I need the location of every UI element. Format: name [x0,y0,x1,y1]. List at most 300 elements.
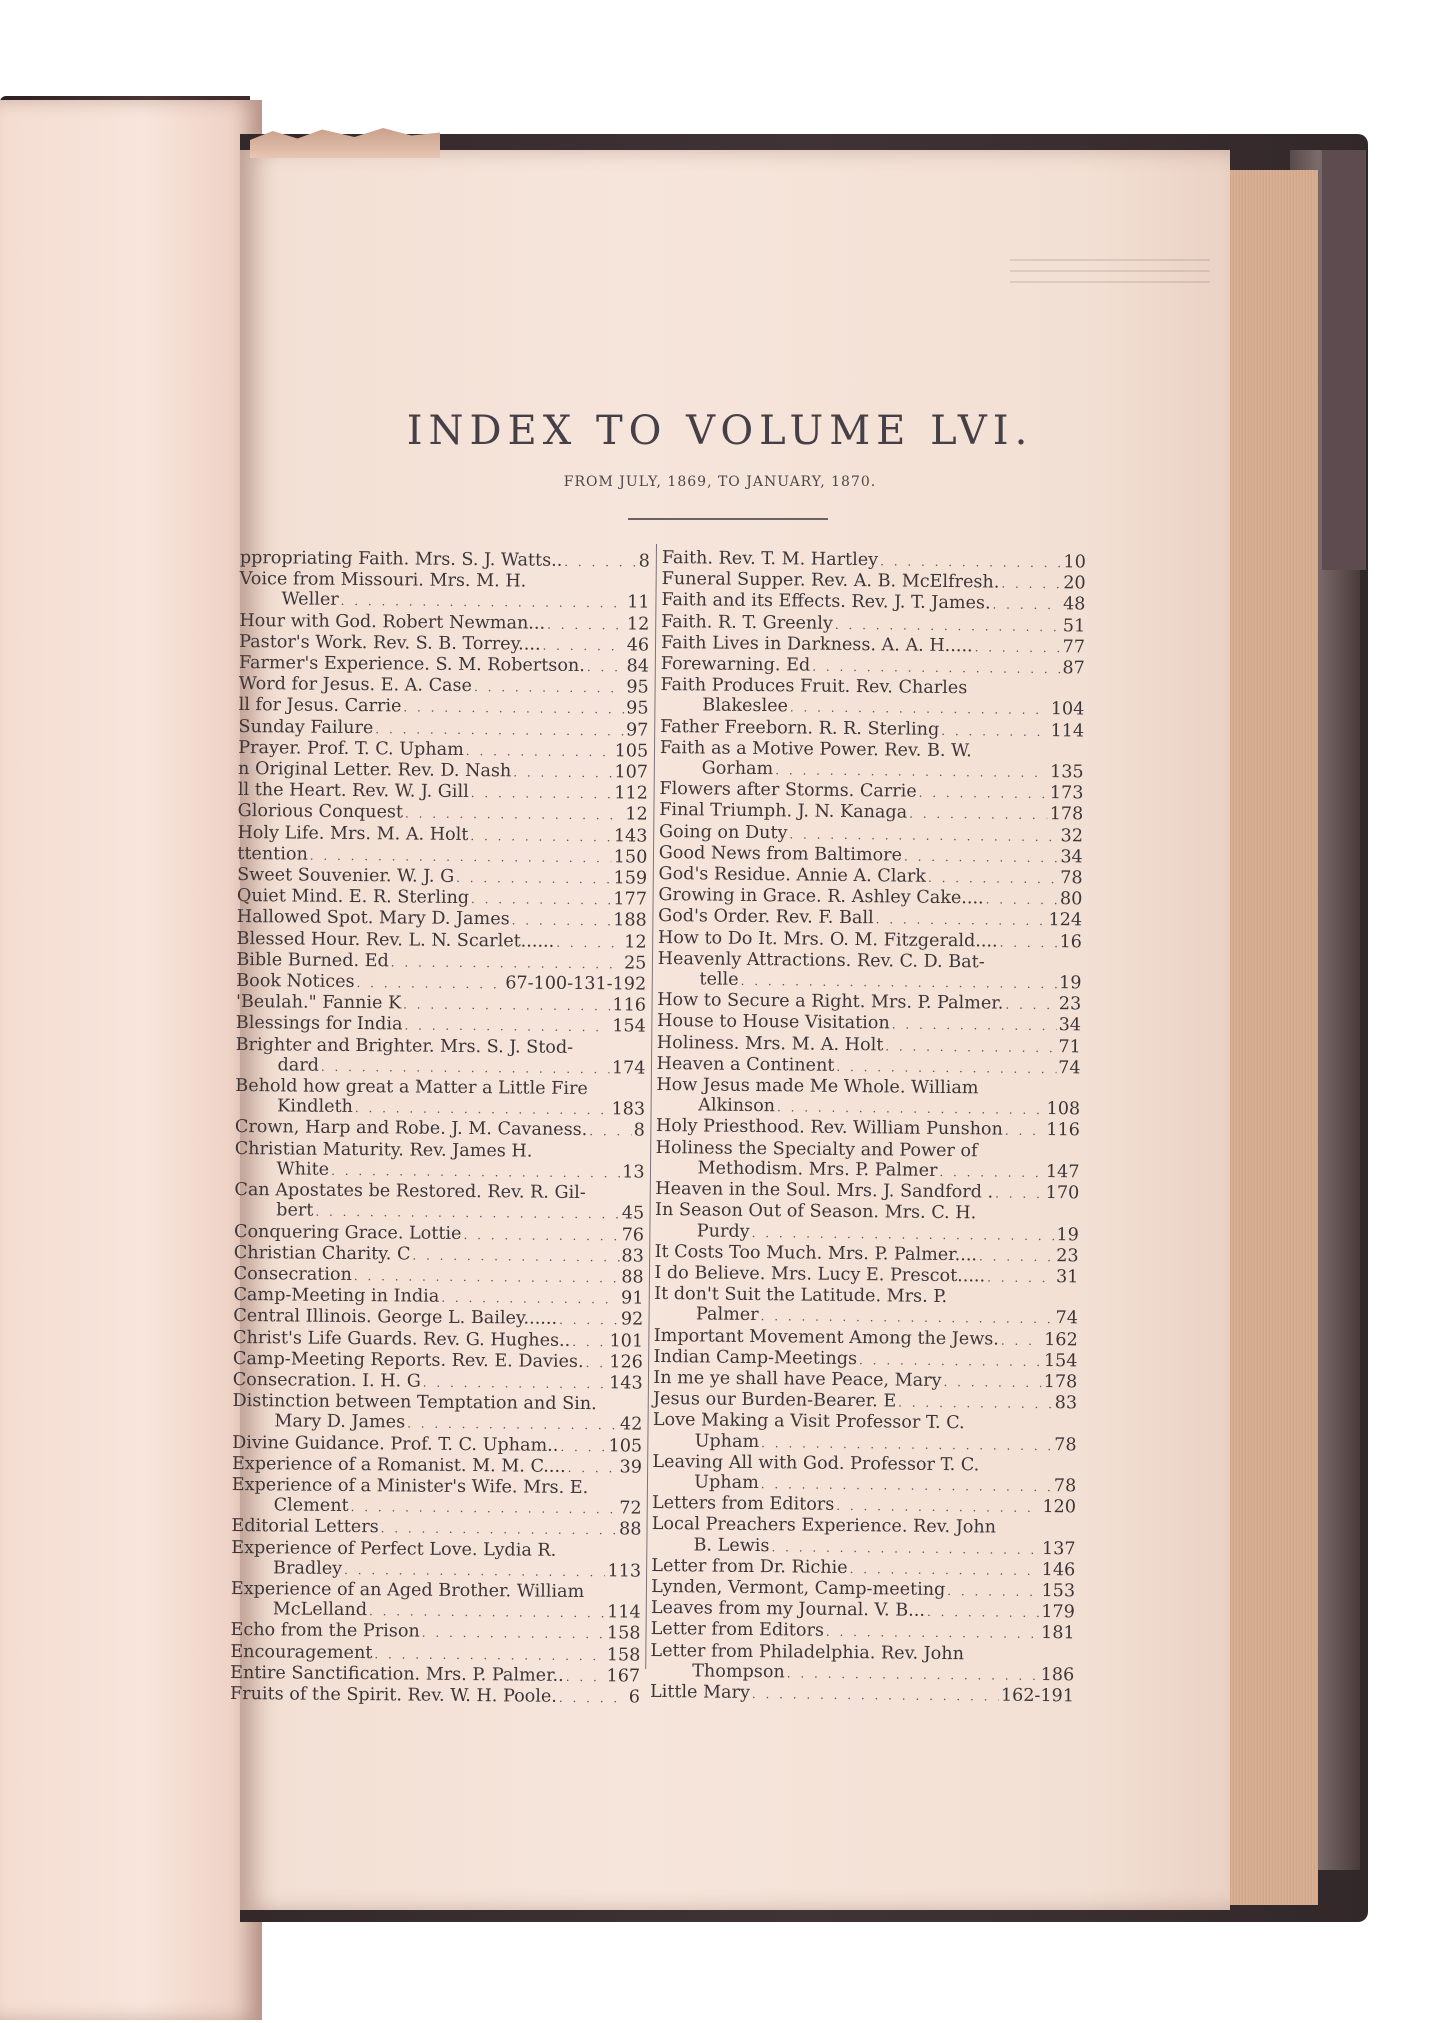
index-entry-page: 83 [1054,1393,1078,1414]
index-entry-page: 83 [621,1246,644,1267]
index-entry-page: 159 [613,868,648,889]
index-entry-title: Good News from Baltimore [658,842,903,866]
index-entry-text: Leaving All with God. Professor T. C. [652,1451,980,1476]
dot-leader [826,1622,1039,1644]
index-entry-title: Gorham [701,758,774,780]
index-entry-text: Heavenly Attractions. Rev. C. D. Bat- [657,948,985,973]
dot-leader [876,910,1047,932]
dot-leader [789,824,1058,847]
dot-leader [880,551,1062,573]
dot-leader [987,1267,1054,1288]
index-entry-page: 23 [1058,994,1082,1015]
index-entry-page: 8 [638,551,650,572]
dot-leader [939,1162,1044,1183]
dot-leader [859,1350,1042,1372]
index-entry-text: Can Apostates be Restored. Rev. R. Gil- [234,1180,586,1204]
index-entry-title: Editorial Letters [231,1516,379,1538]
index-entry-page: 78 [1054,1434,1077,1455]
index-entry-page: 19 [1058,973,1082,994]
dot-leader [943,1372,1041,1393]
dot-leader [441,1288,619,1310]
index-entry-page: 150 [613,847,648,868]
index-entry-page: 101 [609,1330,644,1352]
index-entry-title: It Costs Too Much. Mrs. P. Palmer.... [654,1241,978,1266]
dot-leader [466,741,613,762]
dot-leader [471,889,611,910]
index-entry-page: 181 [1040,1623,1075,1644]
index-entry-title: Going on Duty [658,821,788,843]
index-entry-page: 107 [614,762,649,783]
index-entry-page: 124 [1048,910,1083,931]
index-entry [653,1410,1077,1456]
dot-leader [321,1057,610,1080]
index-entry-page: 143 [609,1373,643,1394]
page-edges [1220,170,1318,1905]
index-entry-title: Upham [694,1430,760,1452]
index-entry-page: 158 [606,1623,641,1644]
index-entry-title: 'Beulah." Fannie K [235,992,402,1014]
dot-leader [771,1537,1040,1560]
dot-leader [836,1057,1056,1080]
index-entry-page: 67-100-131-192 [505,973,647,995]
index-entry-page: 162 [1044,1329,1078,1350]
index-entry-text: Holiness the Specialty and Power of [655,1137,978,1162]
index-entry-title: Clement [273,1495,349,1517]
index-entry-title: Central Illinois. George L. Bailey...... [233,1306,558,1330]
dot-leader [356,973,503,994]
index-entry-page: 174 [611,1058,646,1079]
index-entry-page: 108 [1046,1099,1081,1120]
index-entry-title: Hour with God. Robert Newman... [239,610,546,634]
title-rule [628,518,828,520]
dot-leader [1001,1330,1042,1351]
index-entry [239,569,649,614]
index-entry-page: 25 [623,953,647,974]
dot-leader [403,995,610,1017]
index-entry-title: Jesus our Burden-Bearer. E [652,1389,897,1412]
dot-leader [310,845,612,868]
index-entry-title: n Original Letter. Rev. D. Nash [237,759,512,782]
dot-leader [1005,1121,1045,1142]
dot-leader [761,1433,1052,1456]
index-entry-page: 71 [1058,1036,1081,1058]
index-entry [652,1452,1076,1498]
index-entry-title: ppropriating Faith. Mrs. S. J. Watts.. [239,548,563,571]
dot-leader [542,635,624,656]
dot-leader [835,614,1061,637]
index-entry [655,1200,1079,1246]
dot-leader [374,1644,605,1666]
index-entry-page: 12 [626,613,650,635]
index-entry-title: Holy Life. Mrs. M. A. Holt [237,822,469,845]
dot-leader [547,614,625,635]
index-entry-title: Christian Charity. C [233,1242,411,1265]
dot-leader [836,1496,1040,1518]
index-entry-title: House to House Visitation [656,1011,890,1034]
index-entry-page: 45 [621,1203,645,1224]
index-entry-page: 178 [1049,804,1084,825]
dot-leader [850,1559,1040,1581]
index-entry-title: Heaven a Continent [656,1053,835,1076]
index-entry-title: Glorious Conquest [237,801,404,823]
index-entry-page: 88 [621,1267,644,1288]
index-entry-page: 6 [628,1687,641,1708]
dot-leader [405,804,623,826]
index-entry-page: 31 [1055,1267,1079,1288]
index-entry-page: 126 [609,1351,643,1373]
index-entry-title: Faith and its Effects. Rev. J. T. James. [661,590,991,614]
index-entry-title: Christ's Life Guards. Rev. G. Hughes.. [233,1327,571,1351]
index-entry-page: 113 [607,1560,642,1582]
index-entry-title: Letter from Editors [650,1619,825,1642]
dot-leader [1001,574,1061,595]
dot-leader [556,932,622,953]
dot-leader [909,804,1048,826]
index-entry-title: Palmer [695,1304,759,1326]
dot-leader [471,783,613,804]
index-entry-title: Encouragement [230,1641,373,1663]
index-entry-page: 112 [614,783,648,804]
index-entry-title: dard [277,1055,320,1076]
index-entry-title: Blessed Hour. Rev. L. N. Scarlet...... [236,928,555,952]
index-entry-page: 146 [1041,1559,1076,1581]
index-entry-title: Farmer's Experience. S. M. Robertson. [238,653,585,677]
left-page [0,100,262,2020]
index-entry-title: Growing in Grace. R. Ashley Cake.... [658,885,984,909]
dot-leader [568,1458,618,1479]
index-entry-page: 23 [1056,1245,1079,1267]
index-entry-text: In Season Out of Season. Mrs. C. H. [654,1200,977,1224]
index-entry-page: 143 [613,825,648,847]
index-entry [232,1391,642,1436]
dot-leader [898,1393,1053,1415]
dot-leader [474,677,625,699]
dot-leader [559,1310,619,1331]
torn-page-top [250,128,440,158]
index-entry-page: 80 [1059,889,1083,910]
index-entry-page: 12 [625,804,648,826]
index-entry-page: 39 [619,1457,643,1478]
index-entry [656,1075,1080,1121]
dot-leader [1000,932,1058,953]
index-entry-title: Indian Camp-Meetings [653,1346,858,1369]
index-entry-title: In me ye shall have Peace, Mary [653,1367,942,1391]
index-entry [651,1514,1075,1560]
index-entry-title: Alkinson [698,1095,776,1117]
index-entry-title: Experience of a Romanist. M. M. C.... [231,1453,566,1477]
index-entry-title: Upham [694,1472,759,1494]
index-entry-page: 178 [1043,1371,1078,1393]
index-entry-title: Flowers after Storms. Carrie [659,779,917,802]
index-entry-title: Faith. Rev. T. M. Hartley [661,548,879,571]
dot-leader [341,591,626,614]
index-entry-page: 179 [1041,1602,1075,1623]
index-entry-title: Echo from the Prison [230,1620,420,1642]
index-entry-title: Weller [281,589,339,611]
dot-leader [513,762,612,783]
index-entry-page: 87 [1062,658,1085,679]
index-entry-page: 51 [1062,615,1086,637]
index-entry-page: 11 [627,592,650,613]
dot-leader [369,1601,605,1623]
index-entry-page: 88 [618,1519,642,1540]
index-entry-title: How to Secure a Right. Mrs. P. Palmer. [657,990,1004,1014]
dot-leader [752,1684,999,1707]
index-entry-page: 162-191 [1000,1685,1075,1707]
index-entry-page: 76 [621,1224,645,1246]
dot-leader [566,1667,605,1688]
index-entry-title: Word for Jesus. E. A. Case [238,674,473,697]
index-entry-title: Bradley [273,1558,343,1579]
index-entry-page: 147 [1045,1161,1080,1183]
index-entry-title: I do Believe. Mrs. Lucy E. Prescot..... [654,1262,986,1287]
index-entry-page: 97 [625,720,649,741]
dot-leader [777,1098,1045,1121]
index-entry-title: McLelland [272,1599,368,1621]
index-entry-page: 188 [613,910,647,932]
index-entry [234,1180,644,1225]
index-entry-page: 105 [614,741,649,762]
dot-leader [885,1036,1056,1058]
index-entry-page: 177 [613,889,648,910]
index-entry-title: God's Order. Rev. F. Ball [658,906,874,929]
dot-leader [812,657,1060,680]
index-entry [234,1139,644,1184]
index-entry-text: How Jesus made Me Whole. William [656,1075,979,1099]
index-entry-page: 8 [633,1120,646,1142]
dot-leader [463,1224,619,1246]
index-entry-title: Thompson [692,1661,785,1683]
index-entry-title: Camp-Meeting Reports. Rev. E. Davies. [232,1348,584,1372]
index-entry-page: 116 [612,995,647,1016]
dot-leader [351,1497,618,1520]
index-entry-title: Prayer. Prof. T. C. Upham [238,737,464,760]
index-entry-page: 74 [1055,1308,1079,1329]
index-entry-page: 154 [1043,1350,1078,1372]
index-entry-title: Leaves from my Journal. V. B... [650,1598,926,1621]
index-entry-title: Crown, Harp and Robe. J. M. Cavaness. [234,1117,588,1141]
dot-leader [992,595,1061,616]
index-entry-title: bert [276,1200,314,1221]
index-entry-page: 34 [1060,847,1083,868]
dot-leader [904,846,1059,868]
dot-leader [790,698,1049,721]
index-entry [660,738,1084,784]
dot-leader [975,637,1061,658]
dot-leader [354,1266,620,1289]
index-entry-title: Hallowed Spot. Mary D. James [236,907,510,930]
index-entry-title: Purdy [696,1220,750,1242]
index-entry-title: Important Movement Among the Jews. [653,1325,1000,1350]
dot-leader [995,1184,1044,1205]
dot-leader [559,1688,627,1709]
index-entry-title: Blessings for India [235,1013,403,1035]
index-entry-title: Faith Lives in Darkness. A. A. H..... [660,632,973,657]
dot-leader [586,1353,608,1373]
index-entry-page: 13 [622,1162,645,1183]
index-entry-page: 77 [1062,637,1086,658]
index-entry-title: Entire Sanctification. Mrs. P. Palmer.. [230,1662,564,1686]
index-entry-title: Funeral Supper. Rev. A. B. McElfresh. [661,569,1000,593]
index-entry-page: 135 [1049,762,1084,783]
index-date-range: FROM JULY, 1869, TO JANUARY, 1870. [563,474,877,490]
index-entry-page: 16 [1059,931,1083,953]
index-entry-title: Sweet Souvenier. W. J. G [237,865,455,887]
index-entry-page: 114 [607,1602,641,1623]
index-entry-page: 32 [1060,825,1084,847]
dot-leader [560,1436,606,1457]
dot-leader [404,1016,610,1038]
index-entry-page: 183 [611,1099,646,1120]
index-entry-title: Consecration. I. H. G [232,1369,421,1392]
index-entry-text: Faith Produces Fruit. Rev. Charles [660,675,968,699]
index-entry-title: Letter from Dr. Richie [651,1555,848,1578]
index-entry-page: 173 [1049,783,1084,804]
index-column-left [230,548,650,1709]
index-entry-title: Kindleth [277,1096,354,1118]
index-entry-text: Love Making a Visit Professor T. C. [652,1410,965,1434]
dot-leader [919,783,1048,805]
dot-leader [355,1098,610,1120]
index-entry-title: Mary D. James [274,1411,406,1433]
index-entry-title: How to Do It. Mrs. O. M. Fitzgerald.... [657,927,998,952]
index-entry-page: 167 [606,1666,641,1687]
index-entry-page: 19 [1056,1224,1079,1245]
index-entry-text: Voice from Missouri. Mrs. M. H. [239,569,527,592]
index-title: INDEX TO VOLUME LVI. [406,408,1034,454]
index-entry-title: Methodism. Mrs. P. Palmer [697,1158,938,1181]
index-entry [660,675,1084,721]
index-entry-page: 10 [1063,552,1086,573]
index-entry-page: 72 [619,1498,642,1519]
index-entry-page: 46 [626,635,650,656]
dot-leader [470,826,612,847]
index-entry-page: 34 [1058,1015,1082,1036]
show-through-text [1010,250,1210,310]
dot-leader [423,1373,607,1395]
index-entry-page: 154 [612,1016,646,1038]
dot-leader [947,1581,1039,1602]
index-entry-text: Experience of Perfect Love. Lydia R. [231,1537,557,1561]
index-entry [235,1076,645,1121]
index-entry-title: Bible Burned. Ed [236,949,389,972]
index-entry-page: 84 [626,656,650,677]
dot-leader [928,868,1058,890]
index-entry-title: telle [699,969,739,990]
cover-corner [1322,150,1366,570]
dot-leader [979,1246,1054,1267]
index-entry-title: Holiness. Mrs. M. A. Holt [656,1032,884,1056]
dot-leader [375,719,624,741]
index-entry [230,1684,640,1709]
index-entry-page: 104 [1050,699,1085,720]
index-entry-page: 114 [1050,720,1085,742]
dot-leader [407,1414,618,1436]
index-entry-title: B. Lewis [693,1534,770,1556]
index-entry-page: 78 [1053,1476,1077,1497]
index-entry-text: Distinction between Temptation and Sin. [232,1391,597,1415]
index-entry-title: Holy Priesthood. Rev. William Punshon [655,1116,1004,1141]
index-entry-page: 186 [1040,1664,1075,1686]
index-entry [655,1138,1079,1184]
index-entry-text: Faith as a Motive Power. Rev. B. W. [659,737,972,762]
index-entry [657,949,1081,995]
index-entry-title: Heaven in the Soul. Mrs. J. Sandford . [655,1179,994,1203]
index-entry [231,1579,641,1624]
index-entry-page: 170 [1045,1183,1080,1204]
index-entry-title: Little Mary [649,1681,751,1703]
index-entry-page: 116 [1046,1120,1081,1141]
index-entry-title: God's Residue. Annie A. Clark [658,864,927,887]
dot-leader [412,1245,619,1267]
index-entry-title: Final Triumph. J. N. Kanaga [659,800,908,824]
index-entry-title: ll the Heart. Rev. W. J. Gill [237,780,469,803]
index-entry-page: 20 [1063,573,1086,594]
index-entry [654,1284,1078,1330]
dot-leader [381,1519,618,1541]
index-entry-text: Experience of an Aged Brother. William [230,1578,585,1602]
dot-leader [775,760,1048,783]
index-entry-text: Letter from Philadelphia. Rev. John [650,1640,965,1664]
index-entry-title: ttention [237,843,308,865]
index-entry-text: Behold how great a Matter a Little Fire [235,1076,588,1100]
index-entry-page: 120 [1042,1497,1077,1518]
index-entry-text: It don't Suit the Latitude. Mrs. P. [654,1284,948,1308]
index-entry-title: Forewarning. Ed [660,654,811,676]
index-entry [650,1682,1074,1708]
index-entry-title: ll for Jesus. Carrie [238,695,402,717]
index-entry-text: Brighter and Brighter. Mrs. S. J. Stod- [235,1034,574,1058]
index-entry-title: Lynden, Vermont, Camp-meeting [651,1576,946,1600]
dot-leader [1005,995,1057,1016]
index-entry-text: Christian Maturity. Rev. James H. [234,1138,533,1162]
index-entry-page: 105 [608,1435,643,1457]
index-entry-page: 153 [1041,1580,1076,1602]
index-entry-page: 74 [1058,1058,1081,1079]
dot-leader [787,1663,1039,1686]
dot-leader [564,552,637,573]
index-entry-page: 158 [606,1644,641,1666]
index-entry-title: Blakeslee [702,695,789,717]
index-entry-text: Local Preachers Experience. Rev. John [651,1514,997,1538]
index-entry-title: Faith. R. T. Greenly [661,611,833,634]
index-entry-page: 78 [1060,868,1083,889]
index-entry-title: Camp-Meeting in India [233,1285,440,1307]
dot-leader [572,1331,607,1352]
index-entry-title: Pastor's Work. Rev. S. B. Torrey.... [239,631,541,655]
index-entry-page: 48 [1062,594,1086,615]
dot-leader [589,1122,632,1143]
index-column-right [650,548,1086,1708]
index-entry-page: 12 [624,932,647,953]
dot-leader [512,911,612,932]
index-entry-title: Consecration [233,1263,352,1285]
index-entry-title: Sunday Failure [238,716,374,738]
dot-leader [927,1602,1040,1623]
index-entry-page: 137 [1041,1538,1076,1559]
dot-leader [422,1623,605,1645]
index-entry-text: Experience of a Minister's Wife. Mrs. E. [231,1474,589,1499]
index-entry-page: 95 [626,677,649,698]
index-entry-page: 42 [619,1414,643,1435]
index-entry-title: Divine Guidance. Prof. T. C. Upham.. [232,1432,559,1456]
index-entry-page: 91 [620,1288,644,1309]
dot-leader [391,952,622,974]
index-entry [232,1475,642,1520]
index-entry-title: Fruits of the Spirit. Rev. W. H. Poole. [229,1683,558,1707]
dot-leader [456,868,611,890]
dot-leader [344,1560,605,1582]
